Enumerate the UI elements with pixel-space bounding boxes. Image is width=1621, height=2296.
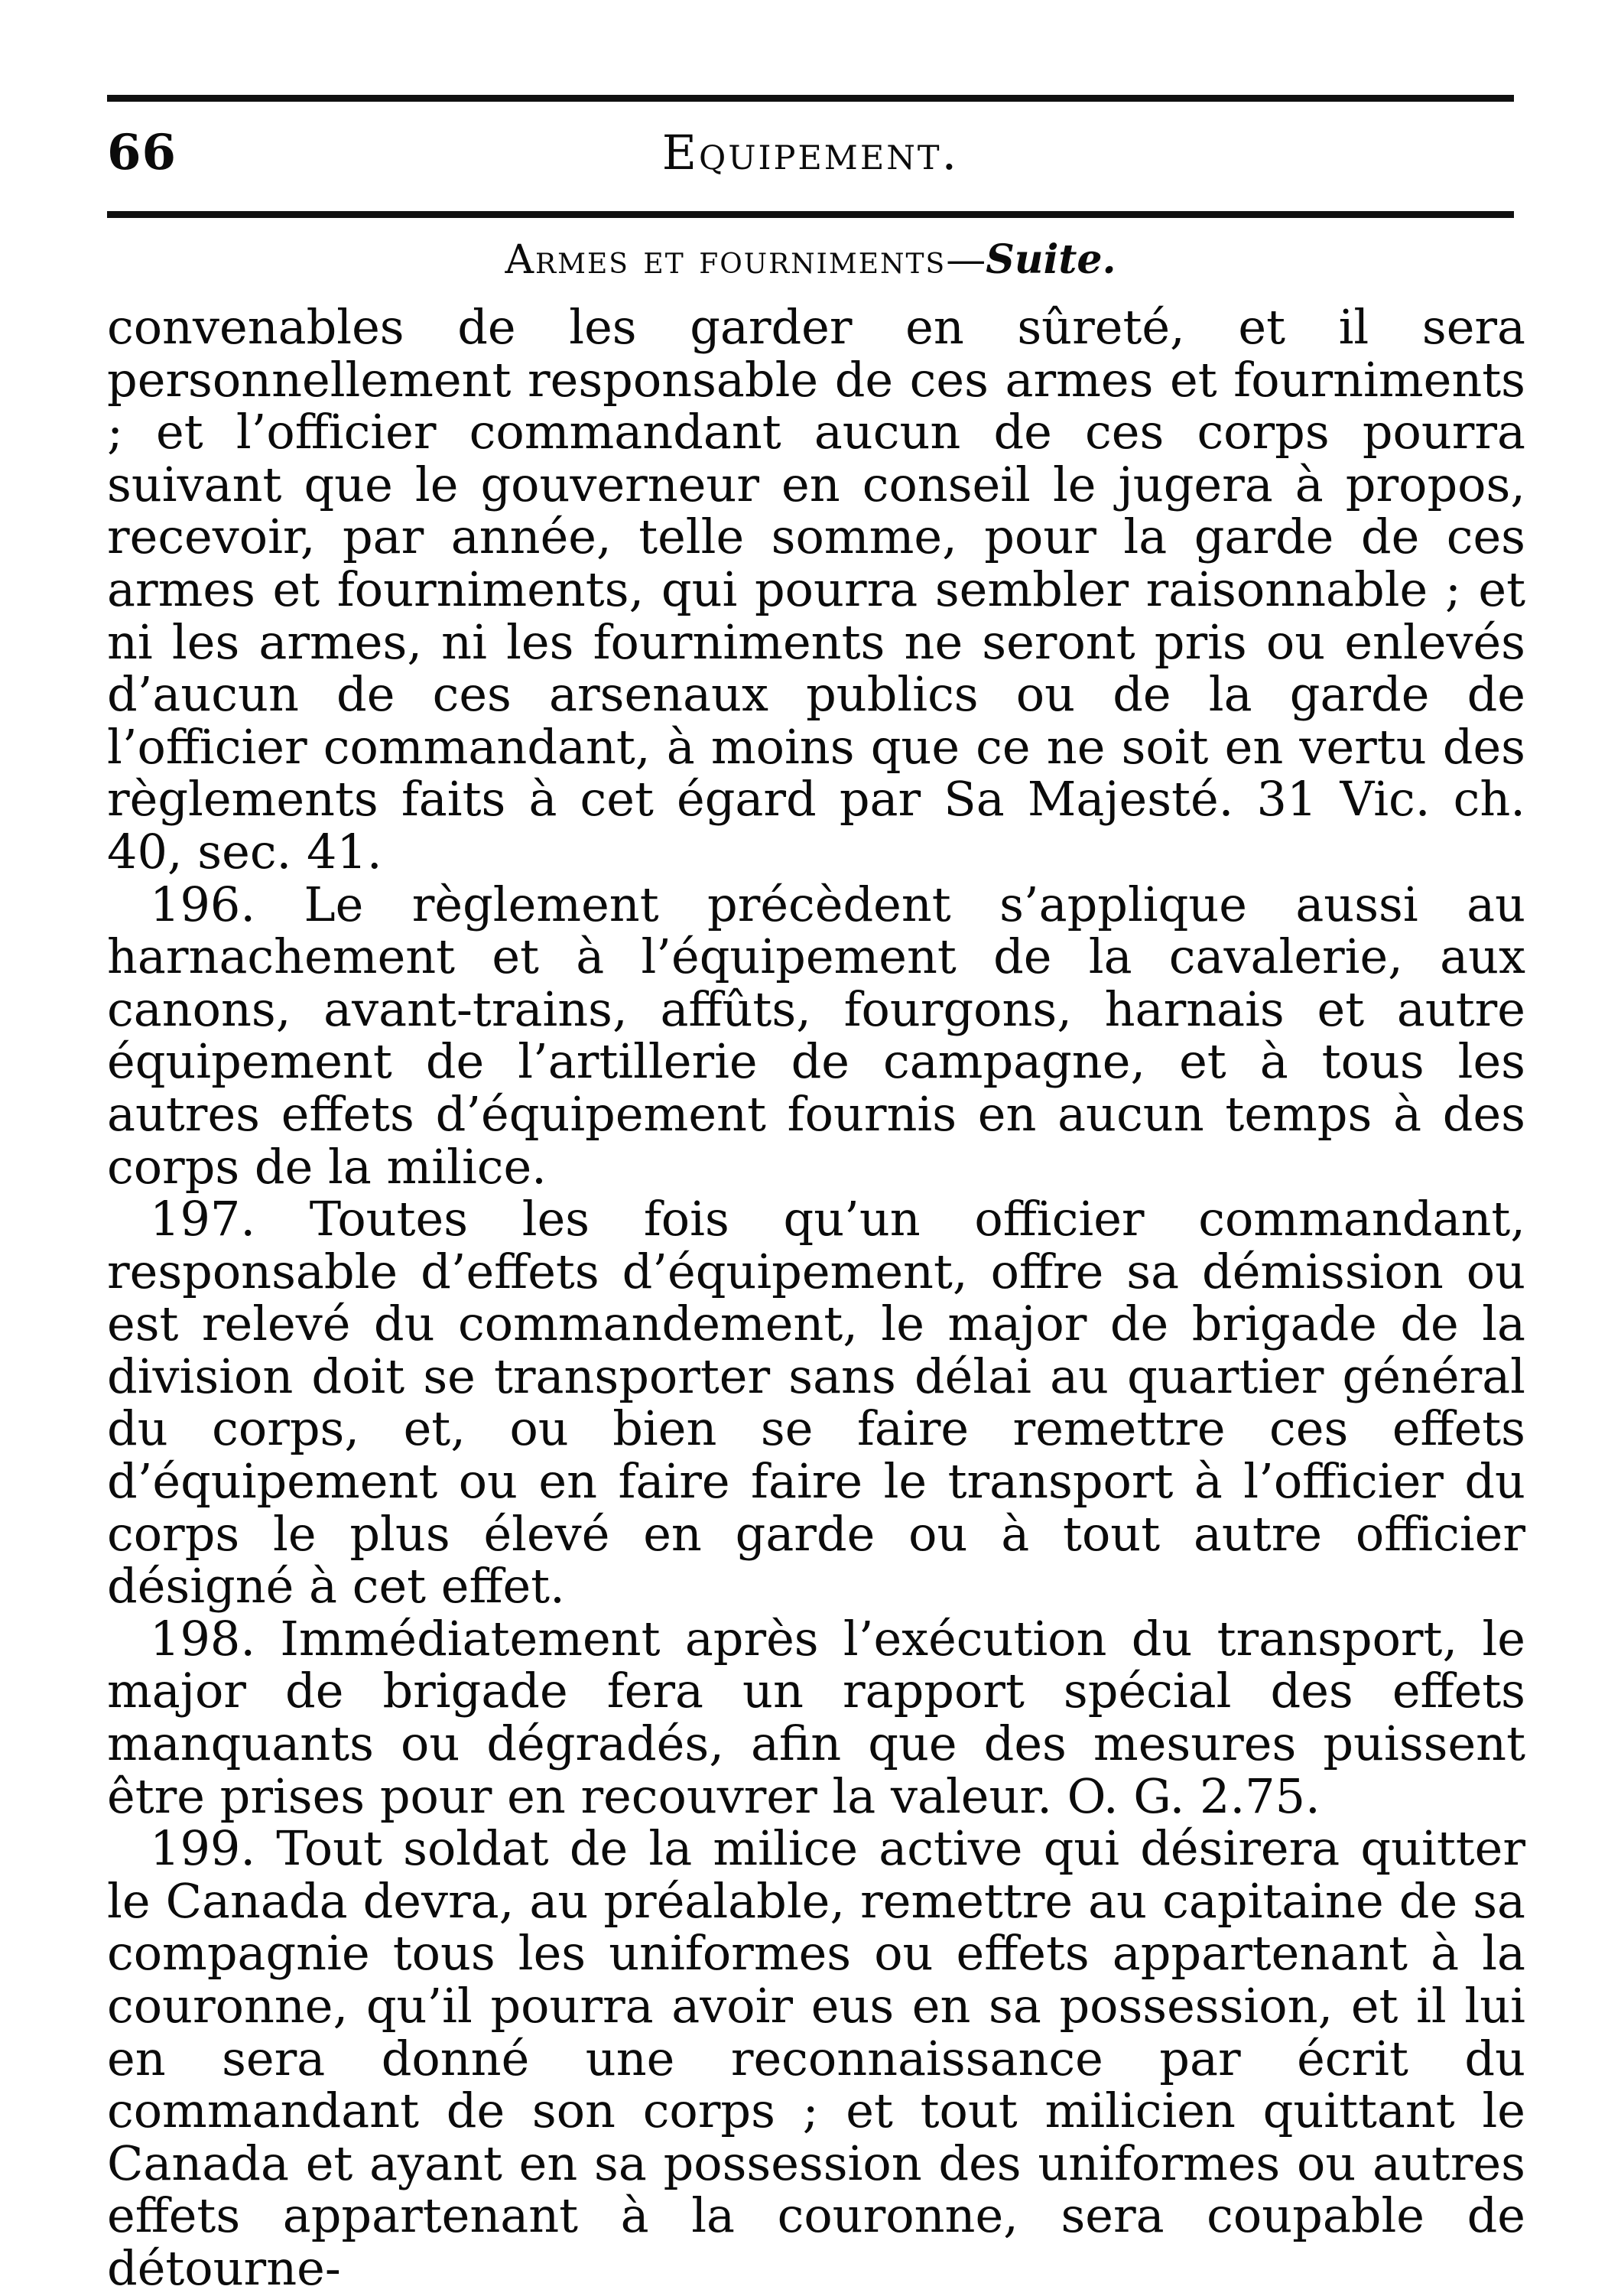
paragraph-text: Immédiatement après l’exécution du transport, le major de brigade fera un rapport spécial des effets manquants ou dégradés, afin que des mesures puissent être prises pour en recouvrer la valeur. O. G. 2.75. (107, 1610, 1525, 1824)
running-title: Equipement. (661, 125, 960, 180)
paragraph-text: Tout soldat de la milice active qui désirera quitter le Canada devra, au préalable, remettre au capitaine de sa compagnie tous les uniformes ou effets appartenant à la couronne, qu’il pourra avoir eus en sa possession, et il lui en sera donné une reconnaissance par écrit du commandant de son corps ; et tout milicien quittant le Canada et ayant en sa possession des uniformes ou autres effets appartenant à la couronne, sera coupable de détourne- (107, 1820, 1525, 2296)
paragraph-text: convenables de les garder en sûreté, et il sera personnellement responsable de ces armes et fourniments ; et l’officier commandant aucun de ces corps pourra suivant que le gouverneur en conseil le jugera à propos, recevoir, par année, telle somme, pour la garde de ces armes et fourniments, qui pourra sembler raisonnable ; et ni les armes, ni les fourniments ne seront pris ou enlevés d’aucun de ces arsenaux publics ou de la garde de l’officier commandant, à moins que ce ne soit en vertu des règlements faits à cet égard par Sa Majesté. 31 Vic. ch. 40, sec. 41. (107, 299, 1525, 880)
section-title-text: Armes et fourniments (505, 237, 947, 283)
paragraph-continued (107, 301, 1525, 879)
paragraph-196 (107, 876, 1525, 1195)
paragraph-number: 199. (150, 1820, 256, 1877)
section-title (107, 229, 1514, 291)
section-title-dash: — (946, 237, 986, 283)
section-title-suffix: Suite. (986, 236, 1116, 283)
paragraph-198 (107, 1610, 1525, 1824)
page-header (107, 115, 1514, 191)
paragraph-text: Toutes les fois qu’un officier commandant, responsable d’effets d’équipement, offre sa démission ou est relevé du commandement, le major de brigade de la division doit se transporter sans délai au quartier général du corps, et, ou bien se faire remettre ces effets d’équipement ou en faire faire le transport à l’officier du corps le plus élevé en garde ou à tout autre officier désigné à cet effet. (107, 1191, 1525, 1615)
paragraph-number: 196. (150, 876, 256, 932)
body-text (107, 301, 1525, 2295)
paragraph-197 (107, 1193, 1525, 1613)
page-number: 66 (107, 124, 177, 181)
header-rule (107, 211, 1514, 218)
paragraph-199 (107, 1820, 1525, 2296)
top-rule (107, 95, 1514, 102)
paragraph-number: 198. (150, 1610, 256, 1667)
paragraph-number: 197. (150, 1191, 256, 1247)
paragraph-text: Le règlement précèdent s’applique aussi au harnachement et à l’équipement de la cavalerie, aux canons, avant-trains, affûts, fourgons, harnais et autre équipement de l’artillerie de campagne, et à tous les autres effets d’équipement fournis en aucun temps à des corps de la milice. (107, 876, 1525, 1195)
